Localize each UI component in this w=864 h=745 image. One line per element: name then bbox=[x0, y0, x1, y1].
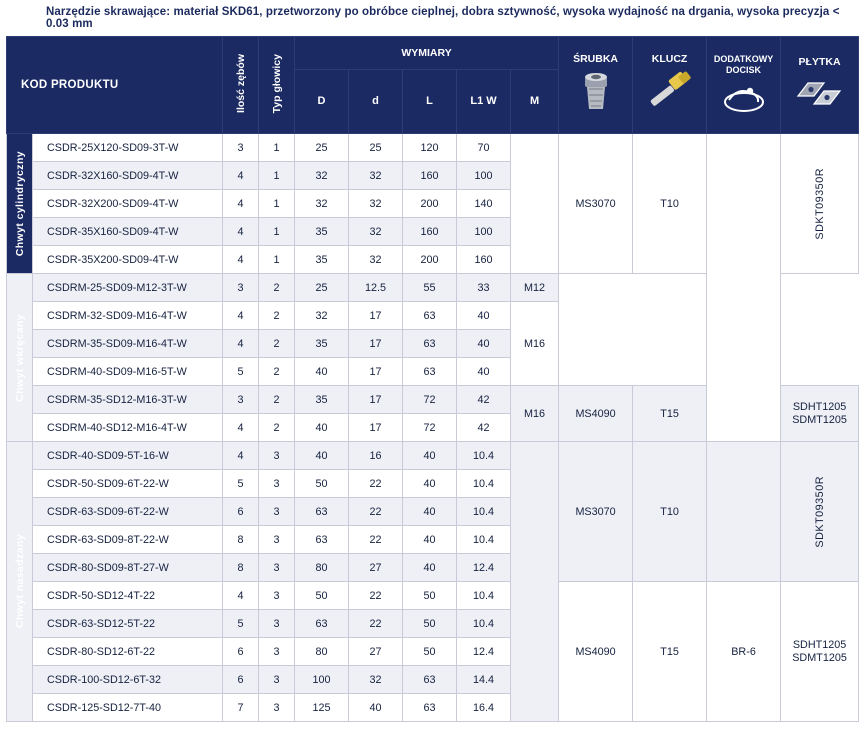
cell-code: CSDR-40-SD09-5T-16-W bbox=[33, 442, 223, 470]
cell-typ: 3 bbox=[259, 582, 295, 610]
cell-L: 72 bbox=[403, 386, 457, 414]
cell-klucz-4: T15 bbox=[633, 582, 707, 722]
cell-typ: 2 bbox=[259, 358, 295, 386]
cell-code: CSDR-50-SD12-4T-22 bbox=[33, 582, 223, 610]
group-label-chwyt-wkrecany bbox=[7, 274, 33, 442]
cell-d: 27 bbox=[349, 638, 403, 666]
cell-z: 5 bbox=[223, 610, 259, 638]
cell-plytka-3 bbox=[781, 442, 859, 582]
cell-L: 50 bbox=[403, 610, 457, 638]
cell-d: 17 bbox=[349, 358, 403, 386]
cell-M-group3 bbox=[511, 442, 559, 722]
cell-z: 5 bbox=[223, 358, 259, 386]
cell-d: 32 bbox=[349, 190, 403, 218]
cell-L1W: 160 bbox=[457, 246, 511, 274]
header-srubka-label: ŚRUBKA bbox=[573, 53, 618, 65]
cell-D: 63 bbox=[295, 526, 349, 554]
cell-M-m16a: M16 bbox=[511, 302, 559, 386]
cell-L1W: 10.4 bbox=[457, 526, 511, 554]
cell-typ: 2 bbox=[259, 302, 295, 330]
cell-typ: 2 bbox=[259, 414, 295, 442]
cell-D: 100 bbox=[295, 666, 349, 694]
cell-code: CSDR-80-SD09-8T-27-W bbox=[33, 554, 223, 582]
cell-D: 80 bbox=[295, 638, 349, 666]
cell-srubka-3: MS3070 bbox=[559, 442, 633, 582]
cell-code: CSDR-35X200-SD09-4T-W bbox=[33, 246, 223, 274]
header-M: M bbox=[511, 69, 559, 133]
cell-L1W: 42 bbox=[457, 414, 511, 442]
cell-L: 40 bbox=[403, 554, 457, 582]
cell-L: 120 bbox=[403, 134, 457, 162]
cell-d: 32 bbox=[349, 162, 403, 190]
table-body bbox=[7, 134, 859, 722]
cell-z: 4 bbox=[223, 330, 259, 358]
cell-L: 63 bbox=[403, 694, 457, 722]
cell-L: 160 bbox=[403, 218, 457, 246]
cell-code: CSDR-32X200-SD09-4T-W bbox=[33, 190, 223, 218]
header-kod-produktu: KOD PRODUKTU bbox=[7, 37, 223, 134]
cell-d: 17 bbox=[349, 414, 403, 442]
cell-L: 200 bbox=[403, 190, 457, 218]
cell-z: 4 bbox=[223, 246, 259, 274]
cell-d: 17 bbox=[349, 302, 403, 330]
cell-L1W: 140 bbox=[457, 190, 511, 218]
cell-L1W: 40 bbox=[457, 330, 511, 358]
cell-typ: 3 bbox=[259, 498, 295, 526]
cell-code: CSDR-125-SD12-7T-40 bbox=[33, 694, 223, 722]
table-row[interactable] bbox=[7, 442, 859, 470]
cell-z: 4 bbox=[223, 302, 259, 330]
cell-z: 4 bbox=[223, 582, 259, 610]
header-srubka bbox=[559, 37, 633, 134]
group-label-text: Chwyt wkręcany bbox=[13, 313, 26, 402]
header-wymiary: WYMIARY bbox=[295, 37, 559, 70]
cell-typ: 3 bbox=[259, 470, 295, 498]
cell-z: 3 bbox=[223, 386, 259, 414]
cell-L1W: 10.4 bbox=[457, 470, 511, 498]
cell-z: 6 bbox=[223, 638, 259, 666]
cell-z: 3 bbox=[223, 274, 259, 302]
header-typ-glowicy bbox=[259, 37, 295, 134]
cell-z: 6 bbox=[223, 666, 259, 694]
cell-d: 32 bbox=[349, 666, 403, 694]
cell-L: 63 bbox=[403, 358, 457, 386]
cell-L1W: 33 bbox=[457, 274, 511, 302]
group-label-text: Chwyt cylindryczny bbox=[13, 150, 26, 257]
header-d: d bbox=[349, 69, 403, 133]
cell-code: CSDR-63-SD09-8T-22-W bbox=[33, 526, 223, 554]
cell-L1W: 16.4 bbox=[457, 694, 511, 722]
cell-L: 72 bbox=[403, 414, 457, 442]
cell-code: CSDR-80-SD12-6T-22 bbox=[33, 638, 223, 666]
cell-code: CSDR-25X120-SD09-3T-W bbox=[33, 134, 223, 162]
cell-L: 63 bbox=[403, 302, 457, 330]
cell-L1W: 70 bbox=[457, 134, 511, 162]
clamp-icon bbox=[719, 82, 769, 116]
header-L1W: L1 W bbox=[457, 69, 511, 133]
insert-plate-icon bbox=[792, 74, 848, 114]
cell-z: 3 bbox=[223, 134, 259, 162]
cell-D: 35 bbox=[295, 246, 349, 274]
cell-typ: 2 bbox=[259, 274, 295, 302]
cell-L1W: 42 bbox=[457, 386, 511, 414]
cell-klucz-1: T10 bbox=[633, 134, 707, 274]
cell-z: 4 bbox=[223, 162, 259, 190]
cell-code: CSDR-100-SD12-6T-32 bbox=[33, 666, 223, 694]
cell-z: 8 bbox=[223, 526, 259, 554]
cell-plytka-4b: SDMT1205 bbox=[792, 651, 847, 664]
cell-code: CSDR-50-SD09-6T-22-W bbox=[33, 470, 223, 498]
cell-d: 40 bbox=[349, 694, 403, 722]
cell-typ: 3 bbox=[259, 554, 295, 582]
cell-M-m16b: M16 bbox=[511, 386, 559, 442]
group-label-text: Chwyt nasadzany bbox=[13, 534, 26, 629]
cell-klucz-3: T10 bbox=[633, 442, 707, 582]
cell-d: 16 bbox=[349, 442, 403, 470]
cell-z: 7 bbox=[223, 694, 259, 722]
cell-srubka-2: MS4090 bbox=[559, 386, 633, 442]
cell-L: 160 bbox=[403, 162, 457, 190]
cell-plytka-4 bbox=[781, 582, 859, 722]
cell-plytka-3-text: SDKT09350R bbox=[813, 475, 826, 548]
cell-z: 4 bbox=[223, 190, 259, 218]
product-table bbox=[6, 36, 859, 722]
cell-docisk-4: BR-6 bbox=[707, 582, 781, 722]
cell-L: 63 bbox=[403, 330, 457, 358]
cell-L: 50 bbox=[403, 582, 457, 610]
cell-z: 4 bbox=[223, 218, 259, 246]
cell-plytka-2 bbox=[781, 386, 859, 442]
cell-L1W: 100 bbox=[457, 162, 511, 190]
cell-D: 35 bbox=[295, 218, 349, 246]
cell-plytka-1-text: SDKT09350R bbox=[813, 167, 826, 240]
cell-L1W: 10.4 bbox=[457, 582, 511, 610]
cell-L: 40 bbox=[403, 526, 457, 554]
cell-D: 125 bbox=[295, 694, 349, 722]
cell-plytka-2a: SDHT1205 bbox=[792, 400, 847, 413]
cell-code: CSDRM-40-SD09-M16-5T-W bbox=[33, 358, 223, 386]
cell-d: 32 bbox=[349, 218, 403, 246]
cell-L: 55 bbox=[403, 274, 457, 302]
cell-code: CSDR-35X160-SD09-4T-W bbox=[33, 218, 223, 246]
cell-typ: 2 bbox=[259, 330, 295, 358]
wrench-key-icon bbox=[644, 71, 696, 117]
cell-z: 4 bbox=[223, 442, 259, 470]
cell-M: M12 bbox=[511, 274, 559, 302]
cell-z: 8 bbox=[223, 554, 259, 582]
cell-L1W: 12.4 bbox=[457, 554, 511, 582]
header-klucz-label: KLUCZ bbox=[651, 53, 688, 65]
cell-L1W: 10.4 bbox=[457, 498, 511, 526]
cell-typ: 1 bbox=[259, 162, 295, 190]
cell-typ: 3 bbox=[259, 610, 295, 638]
cell-L1W: 100 bbox=[457, 218, 511, 246]
cell-z: 6 bbox=[223, 498, 259, 526]
cell-z: 5 bbox=[223, 470, 259, 498]
cell-D: 32 bbox=[295, 162, 349, 190]
cell-plytka-1 bbox=[781, 134, 859, 274]
cell-D: 32 bbox=[295, 302, 349, 330]
cell-srubka-1: MS3070 bbox=[559, 134, 633, 274]
cell-L: 63 bbox=[403, 666, 457, 694]
header-D: D bbox=[295, 69, 349, 133]
cell-D: 25 bbox=[295, 274, 349, 302]
group-label-chwyt-cylindryczny bbox=[7, 134, 33, 274]
cell-L: 40 bbox=[403, 498, 457, 526]
cell-docisk-1 bbox=[707, 134, 781, 442]
cell-plytka-2b: SDMT1205 bbox=[792, 413, 847, 426]
cell-typ: 1 bbox=[259, 190, 295, 218]
screw-icon bbox=[575, 71, 617, 117]
cell-M-group1 bbox=[511, 134, 559, 274]
cell-d: 27 bbox=[349, 554, 403, 582]
cell-D: 63 bbox=[295, 610, 349, 638]
header-ilosc-zebow bbox=[223, 37, 259, 134]
header-dodatkowy-docisk bbox=[707, 37, 781, 134]
header-klucz bbox=[633, 37, 707, 134]
cell-code: CSDR-63-SD12-5T-22 bbox=[33, 610, 223, 638]
cell-d: 22 bbox=[349, 526, 403, 554]
cell-typ: 1 bbox=[259, 246, 295, 274]
cell-klucz-2: T15 bbox=[633, 386, 707, 442]
cell-L1W: 10.4 bbox=[457, 442, 511, 470]
cell-typ: 3 bbox=[259, 638, 295, 666]
cell-L1W: 40 bbox=[457, 358, 511, 386]
cell-typ: 2 bbox=[259, 386, 295, 414]
cell-L1W: 40 bbox=[457, 302, 511, 330]
header-dodatkowy-docisk-label: DODATKOWY DOCISK bbox=[713, 54, 774, 75]
cell-typ: 3 bbox=[259, 526, 295, 554]
header-plytka-label: PŁYTKA bbox=[798, 56, 841, 68]
cell-D: 25 bbox=[295, 134, 349, 162]
cell-code: CSDRM-32-SD09-M16-4T-W bbox=[33, 302, 223, 330]
table-row[interactable] bbox=[7, 582, 859, 610]
cell-code: CSDRM-35-SD09-M16-4T-W bbox=[33, 330, 223, 358]
header-ilosc-zebow-label: Ilość zębów bbox=[234, 54, 247, 113]
cell-d: 12.5 bbox=[349, 274, 403, 302]
cell-code: CSDRM-25-SD09-M12-3T-W bbox=[33, 274, 223, 302]
cell-D: 35 bbox=[295, 330, 349, 358]
cell-D: 32 bbox=[295, 190, 349, 218]
cell-typ: 1 bbox=[259, 134, 295, 162]
cell-L1W: 10.4 bbox=[457, 610, 511, 638]
cell-L1W: 12.4 bbox=[457, 638, 511, 666]
cell-d: 22 bbox=[349, 582, 403, 610]
group-label-chwyt-nasadzany bbox=[7, 442, 33, 722]
cell-d: 17 bbox=[349, 330, 403, 358]
cell-D: 50 bbox=[295, 470, 349, 498]
cell-D: 35 bbox=[295, 386, 349, 414]
cell-d: 22 bbox=[349, 470, 403, 498]
cell-D: 50 bbox=[295, 582, 349, 610]
cell-code: CSDR-32X160-SD09-4T-W bbox=[33, 162, 223, 190]
cell-typ: 3 bbox=[259, 694, 295, 722]
header-typ-glowicy-label: Typ głowicy bbox=[270, 53, 283, 114]
cell-d: 17 bbox=[349, 386, 403, 414]
cell-code: CSDR-63-SD09-6T-22-W bbox=[33, 498, 223, 526]
cell-d: 22 bbox=[349, 610, 403, 638]
table-row[interactable] bbox=[7, 134, 859, 162]
cell-d: 25 bbox=[349, 134, 403, 162]
table-header bbox=[7, 37, 859, 134]
cell-L1W: 14.4 bbox=[457, 666, 511, 694]
cell-code: CSDRM-35-SD12-M16-3T-W bbox=[33, 386, 223, 414]
cell-srubka-4: MS4090 bbox=[559, 582, 633, 722]
cell-typ: 3 bbox=[259, 442, 295, 470]
header-plytka bbox=[781, 37, 859, 134]
intro-text: Narzędzie skrawające: materiał SKD61, przetworzony po obróbce cieplnej, dobra sztywność, wysoka wydajność na drgania, wysoka precyzja < 0.03 mm bbox=[46, 6, 840, 30]
cell-D: 63 bbox=[295, 498, 349, 526]
cell-plytka-4a: SDHT1205 bbox=[792, 638, 847, 651]
cell-D: 40 bbox=[295, 414, 349, 442]
cell-L: 50 bbox=[403, 638, 457, 666]
cell-d: 22 bbox=[349, 498, 403, 526]
cell-code: CSDRM-40-SD12-M16-4T-W bbox=[33, 414, 223, 442]
cell-docisk-3 bbox=[707, 442, 781, 582]
header-L: L bbox=[403, 69, 457, 133]
cell-L: 40 bbox=[403, 470, 457, 498]
cell-z: 4 bbox=[223, 414, 259, 442]
cell-D: 80 bbox=[295, 554, 349, 582]
cell-typ: 3 bbox=[259, 666, 295, 694]
cell-d: 32 bbox=[349, 246, 403, 274]
cell-L: 40 bbox=[403, 442, 457, 470]
cell-D: 40 bbox=[295, 442, 349, 470]
cell-typ: 1 bbox=[259, 218, 295, 246]
cell-L: 200 bbox=[403, 246, 457, 274]
cell-D: 40 bbox=[295, 358, 349, 386]
